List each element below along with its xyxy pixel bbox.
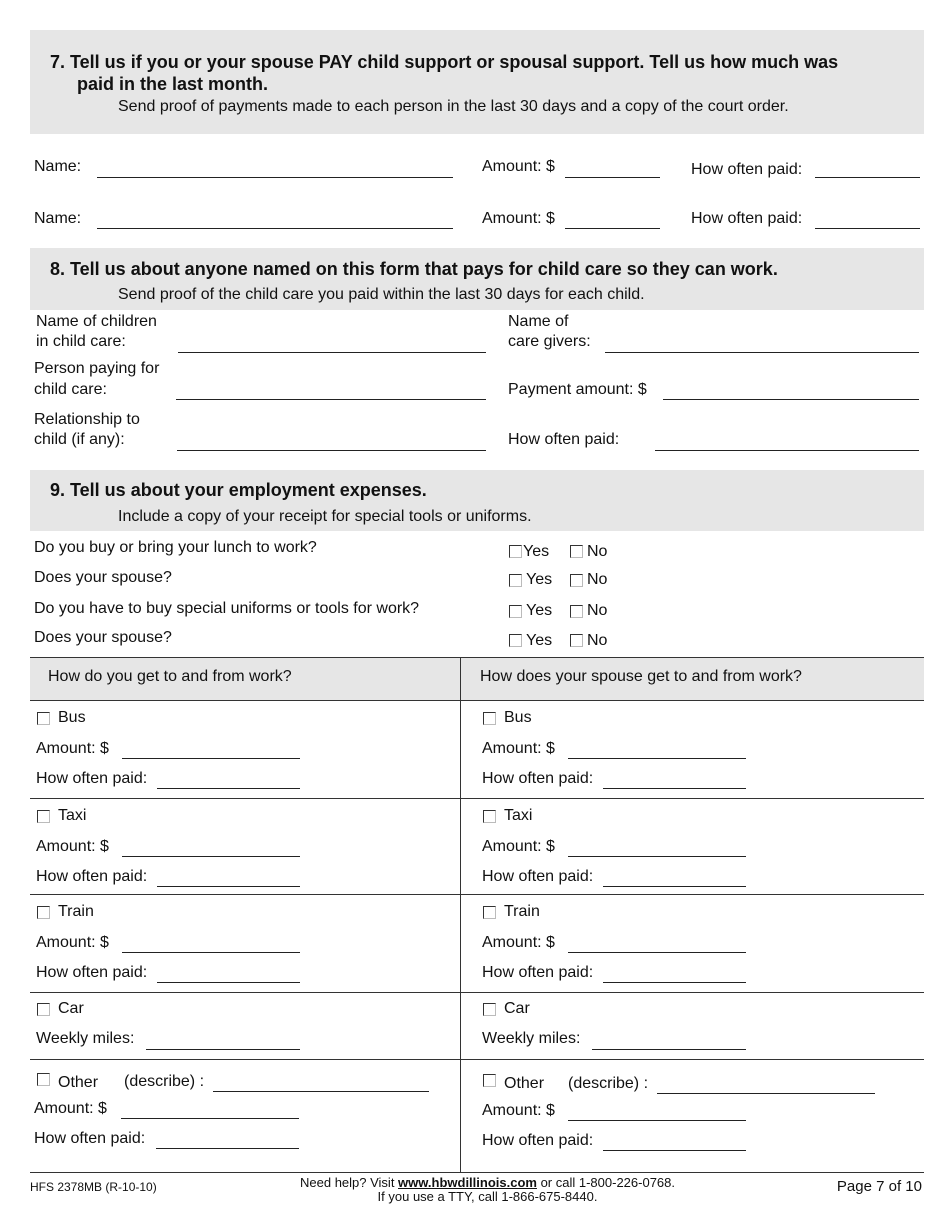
q8-often-field[interactable]	[655, 450, 919, 451]
you-train-amount-field[interactable]	[122, 952, 300, 953]
q9-lunch-yes-label: Yes	[523, 543, 550, 560]
spouse-describe-field[interactable]	[657, 1093, 875, 1094]
q8-payer-field[interactable]	[176, 399, 486, 400]
spouse-describe-label: (describe) :	[568, 1075, 649, 1092]
q9-question-spouse-uniforms: Does your spouse?	[34, 629, 172, 646]
q9-question-uniforms: Do you have to buy special uniforms or tools for work?	[34, 600, 420, 617]
q7-name-label-2: Name:	[34, 210, 82, 227]
q9-spouse-uniforms-yes-checkbox[interactable]	[509, 634, 522, 647]
spouse-taxi-amount-field[interactable]	[568, 856, 746, 857]
q8-often-label: How often paid:	[508, 431, 620, 448]
q9-lunch-no-checkbox[interactable]	[570, 545, 583, 558]
spouse-bus-label: Bus	[504, 709, 532, 726]
q9-uniforms-no-label: No	[587, 602, 608, 619]
you-train-checkbox[interactable]	[37, 906, 50, 919]
q8-givers-label-1: Name of	[508, 313, 569, 330]
q7-title: 7. Tell us if you or your spouse PAY child support or spousal support. Tell us how much was	[50, 52, 839, 72]
you-taxi-amount-field[interactable]	[122, 856, 300, 857]
q7-amount-field-1[interactable]	[565, 177, 660, 178]
q7-often-label-1: How often paid:	[691, 161, 803, 178]
spouse-other-checkbox[interactable]	[483, 1074, 496, 1087]
you-other-amount-field[interactable]	[121, 1118, 299, 1119]
spouse-car-checkbox[interactable]	[483, 1003, 496, 1016]
you-train-often-label: How often paid:	[36, 964, 148, 981]
q9-spouse-lunch-no-label: No	[587, 571, 608, 588]
spouse-train-often-label: How often paid:	[482, 964, 594, 981]
table-rule	[30, 894, 924, 895]
q8-title: 8. Tell us about anyone named on this form that pays for child care so they can work.	[50, 259, 778, 279]
you-taxi-amount-label: Amount: $	[36, 838, 109, 855]
spouse-other-amount-field[interactable]	[568, 1120, 746, 1121]
spouse-taxi-often-field[interactable]	[603, 886, 746, 887]
q9-spouse-lunch-yes-checkbox[interactable]	[509, 574, 522, 587]
table-rule	[30, 700, 924, 701]
q7-instructions: Send proof of payments made to each person in the last 30 days and a copy of the court order.	[118, 98, 789, 115]
spouse-bus-amount-field[interactable]	[568, 758, 746, 759]
you-bus-label: Bus	[58, 709, 86, 726]
q7-name-field-1[interactable]	[97, 177, 453, 178]
you-car-label: Car	[58, 1000, 84, 1017]
page-number: Page 7 of 10	[836, 1178, 922, 1195]
spouse-taxi-often-label: How often paid:	[482, 868, 594, 885]
table-rule-bottom	[30, 1172, 924, 1173]
q9-question-spouse-lunch: Does your spouse?	[34, 569, 172, 586]
q8-givers-field[interactable]	[605, 352, 919, 353]
q8-payment-amount-field[interactable]	[663, 399, 919, 400]
you-bus-often-field[interactable]	[157, 788, 300, 789]
q8-payer-label-2: child care:	[34, 381, 107, 398]
transport-right-header: How does your spouse get to and from work?	[480, 668, 802, 685]
table-rule	[30, 1059, 924, 1060]
you-train-amount-label: Amount: $	[36, 934, 109, 951]
q9-instructions: Include a copy of your receipt for special tools or uniforms.	[118, 508, 532, 525]
q8-children-label-2: in child care:	[36, 333, 126, 350]
q9-uniforms-yes-label: Yes	[526, 602, 553, 619]
table-column-divider	[460, 657, 461, 1172]
spouse-other-amount-label: Amount: $	[482, 1102, 555, 1119]
you-taxi-checkbox[interactable]	[37, 810, 50, 823]
spouse-bus-often-field[interactable]	[603, 788, 746, 789]
spouse-train-amount-label: Amount: $	[482, 934, 555, 951]
spouse-other-label: Other	[504, 1075, 545, 1092]
transport-left-header: How do you get to and from work?	[48, 668, 292, 685]
q7-name-field-2[interactable]	[97, 228, 453, 229]
you-bus-often-label: How often paid:	[36, 770, 148, 787]
q9-uniforms-no-checkbox[interactable]	[570, 605, 583, 618]
q7-name-label-1: Name:	[34, 158, 82, 175]
q9-spouse-uniforms-no-checkbox[interactable]	[570, 634, 583, 647]
q7-often-label-2: How often paid:	[691, 210, 803, 227]
you-other-label: Other	[58, 1074, 99, 1091]
q9-spouse-lunch-no-checkbox[interactable]	[570, 574, 583, 587]
q7-amount-label-2: Amount: $	[482, 210, 555, 227]
you-describe-field[interactable]	[213, 1091, 429, 1092]
q9-question-lunch: Do you buy or bring your lunch to work?	[34, 539, 317, 556]
q8-relationship-label-1: Relationship to	[34, 411, 140, 428]
you-describe-label: (describe) :	[124, 1073, 205, 1090]
you-taxi-label: Taxi	[58, 807, 87, 824]
you-taxi-often-label: How often paid:	[36, 868, 148, 885]
spouse-bus-amount-label: Amount: $	[482, 740, 555, 757]
q7-title-cont: paid in the last month.	[77, 74, 269, 94]
spouse-car-label: Car	[504, 1000, 530, 1017]
help-prefix: Need help? Visit	[300, 1175, 399, 1190]
you-taxi-often-field[interactable]	[157, 886, 300, 887]
you-train-often-field[interactable]	[157, 982, 300, 983]
spouse-taxi-checkbox[interactable]	[483, 810, 496, 823]
form-id: HFS 2378MB (R-10-10)	[30, 1180, 157, 1194]
spouse-train-often-field[interactable]	[603, 982, 746, 983]
you-other-amount-label: Amount: $	[34, 1100, 107, 1117]
q7-often-field-1[interactable]	[815, 177, 920, 178]
q9-title: 9. Tell us about your employment expenses.	[50, 480, 427, 500]
q7-amount-field-2[interactable]	[565, 228, 660, 229]
q8-payment-amount-label: Payment amount: $	[508, 381, 647, 398]
spouse-train-label: Train	[504, 903, 540, 920]
you-other-checkbox[interactable]	[37, 1073, 50, 1086]
q7-amount-label-1: Amount: $	[482, 158, 555, 175]
you-train-label: Train	[58, 903, 94, 920]
you-bus-amount-label: Amount: $	[36, 740, 109, 757]
you-bus-checkbox[interactable]	[37, 712, 50, 725]
q9-uniforms-yes-checkbox[interactable]	[509, 605, 522, 618]
spouse-taxi-amount-label: Amount: $	[482, 838, 555, 855]
q7-often-field-2[interactable]	[815, 228, 920, 229]
spouse-bus-often-label: How often paid:	[482, 770, 594, 787]
q9-lunch-yes-checkbox[interactable]	[509, 545, 522, 558]
spouse-train-checkbox[interactable]	[483, 906, 496, 919]
spouse-bus-checkbox[interactable]	[483, 712, 496, 725]
q8-children-field[interactable]	[178, 352, 486, 353]
table-rule	[30, 798, 924, 799]
spouse-weekly-miles-field[interactable]	[592, 1049, 746, 1050]
help-website-link[interactable]: www.hbwdillinois.com	[398, 1175, 537, 1190]
q8-relationship-label-2: child (if any):	[34, 431, 125, 448]
you-car-checkbox[interactable]	[37, 1003, 50, 1016]
q9-lunch-no-label: No	[587, 543, 608, 560]
q8-children-label-1: Name of children	[36, 313, 157, 330]
q9-spouse-uniforms-no-label: No	[587, 632, 608, 649]
spouse-other-often-field[interactable]	[603, 1150, 746, 1151]
table-rule	[30, 992, 924, 993]
q9-spouse-uniforms-yes-label: Yes	[526, 632, 553, 649]
you-bus-amount-field[interactable]	[122, 758, 300, 759]
spouse-other-often-label: How often paid:	[482, 1132, 594, 1149]
you-other-often-field[interactable]	[156, 1148, 299, 1149]
table-rule-top	[30, 657, 924, 658]
q9-spouse-lunch-yes-label: Yes	[526, 571, 553, 588]
spouse-weekly-miles-label: Weekly miles:	[482, 1030, 581, 1047]
q8-instructions: Send proof of the child care you paid within the last 30 days for each child.	[118, 286, 645, 303]
q8-relationship-field[interactable]	[177, 450, 486, 451]
help-suffix: or call 1-800-226-0768.	[536, 1175, 675, 1190]
spouse-train-amount-field[interactable]	[568, 952, 746, 953]
q8-payer-label-1: Person paying for	[34, 360, 160, 377]
you-other-often-label: How often paid:	[34, 1130, 146, 1147]
tty-line: If you use a TTY, call 1-866-675-8440.	[377, 1189, 598, 1204]
you-weekly-miles-field[interactable]	[146, 1049, 300, 1050]
help-line	[0, 1175, 950, 1190]
spouse-taxi-label: Taxi	[504, 807, 533, 824]
q8-givers-label-2: care givers:	[508, 333, 591, 350]
you-weekly-miles-label: Weekly miles:	[36, 1030, 135, 1047]
